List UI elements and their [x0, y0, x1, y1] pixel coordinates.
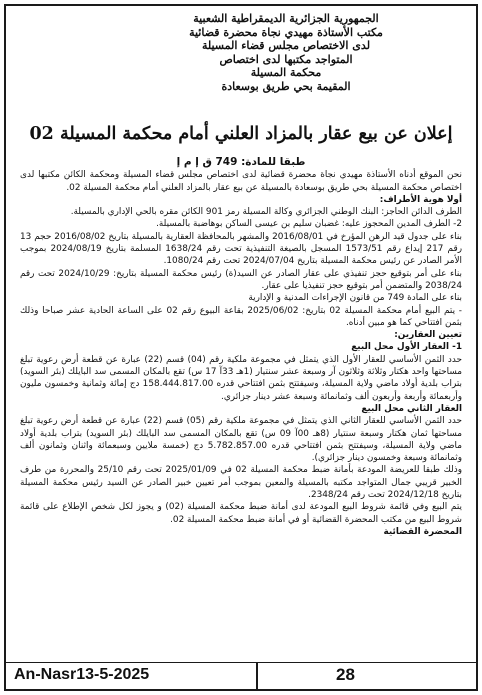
paragraph-intro: نحن الموقع أدناه الأستاذة مهيدي نجاة محضرة قضائية لدى اختصاص مجلس قضاء المسيلة ومحكمة الكائن مكتبها لدى اختصاص محكمة المسيلة بحي طريق بوسعادة بالمسيلة عن بيع عقار بالمزاد العلني أمام محكمة المسيلة 02.	[20, 170, 462, 193]
debtor-paragraph: 2- الطرف المدين المحجوز عليه: غضبان سليم بن عيسى الساكن بوهاضبة بالمسيلة.	[156, 219, 462, 230]
page-footer	[6, 662, 476, 689]
article-paragraph: بناء على المادة 749 من قانون الإجراءات المدنية و الإدارية	[248, 293, 462, 304]
creditor-paragraph: الطرف الدائن الحاجز: البنك الوطني الجزائري وكالة المسيلة رمز 901 الكائن مقره بالحي الإداري بالمسيلة.	[70, 207, 462, 218]
property-2-paragraph: حدد الثمن الأساسي للعقار الثاني الذي يتمثل في مجموعة ملكية رقم (05) قسم (22) عبارة عن قطعة أرض رعوية تبلغ مساحتها ثمان هكتار وسبعة سنتيار (8هـ 00آ 09 س) تقع بالمكان المسمى سد البايلك (بئر السويد) بتراب بلدية أولاد ماضي ولاية المسيلة، وسيفتتح بثمن افتتاحي قدره 5.782.857.00 دج (خمسة ملايين وسبعمائة واثنان وثمانون ألف وثمانمائة وسبعة وخمسون دينار جزائري).	[20, 416, 462, 464]
seizure-paragraph: بناء على أمر بتوقيع حجز تنفيذي على عقار الصادر عن السيد(ة) رئيس محكمة المسيلة بتاريخ: 2024/10/29 تحت رقم 2038/24 والمتضمن أمر بتوقيع حجز تنفيذيا على عقار.	[20, 268, 462, 291]
sale-date-paragraph: - يتم البيع أمام محكمة المسيلة 02 بتاريخ: 2025/06/02 بقاعة البيوع رقم 02 على الساعة الحادية عشر صباحا وذلك بثمن افتتاحي كما هو مبين أدناه.	[20, 305, 462, 328]
page-number: 28	[336, 665, 355, 684]
mortgage-paragraph: بناء على جدول قيد الرهن المؤرخ في 2016/08/01 والمشهر بالمحافظة العقارية بالمسيلة بتاريخ 2016/08/02 حجم 13 رقم 217 إيداع رقم 1573/51 المسجل بالصيغة التنفيذية تحت رقم 1638/24 المسلمة بتاريخ 2024/08/19 بموجب الأمر الصادر عن رئيس محكمة المسيلة بتاريخ 2024/07/04 تحت رقم 1080/24.	[20, 231, 462, 267]
parties-heading: أولا هوية الأطراف:	[379, 194, 462, 205]
header-line-6: المقيمة بحي طريق بوسعادة	[221, 79, 351, 93]
property-2-heading: العقار الثاني محل البيع	[361, 403, 462, 414]
header-line-3: لدى الاختصاص مجلس قضاء المسيلة	[201, 39, 371, 53]
header-line-2: مكتب الأستاذة مهيدي نجاة محضرة قضائية	[189, 25, 383, 39]
conditions-paragraph: يتم البيع وفي قائمة شروط البيع المودعة لدى أمانة ضبط محكمة المسيلة (02) و يجوز لكل شخص الإطلاع على قائمة شروط البيع من مكتب المحضرة القضائية أو في أمانة ضبط محكمة المسيلة 02.	[20, 502, 462, 525]
newspaper-page	[4, 4, 478, 691]
publication-name: An-Nasr13-5-2025	[14, 666, 150, 683]
header-line-5: محكمة المسيلة	[250, 66, 322, 80]
header-line-1: الجمهورية الجزائرية الديمقراطية الشعبية	[193, 12, 379, 25]
legal-reference: طبقا للمادة: 749 ق إ م إ	[176, 156, 306, 168]
footer-divider	[256, 663, 258, 689]
property-1-paragraph: حدد الثمن الأساسي للعقار الأول الذي يتمثل في مجموعة ملكية رقم (04) قسم (22) عبارة عن قطعة أرض رعوية تبلغ مساحتها واحد هكتار وثلاثة وثلاثون آر وسبعة عشر سنتيار (1هـ 33آ 17 س) تقع بالمكان المسمى سد البايلك (بئر السويد) بتراب بلدية أولاد ماضي ولاية المسيلة، وسيفتتح بثمن افتتاحي قدره 158.444.817.00 دج إمائة وثمانية وخمسون مليون وأربعمائة وأربعة وأربعون ألف وثمانمائة وسبعة عشر دينار جزائري.	[20, 354, 463, 402]
notice-title: إعلان عن بيع عقار بالمزاد العلني أمام محكمة المسيلة 02	[29, 124, 453, 144]
property-1-heading: 1- العقار الأول محل البيع	[351, 342, 462, 353]
signature-line: المحضرة القضائية	[383, 526, 462, 537]
notice-header	[106, 12, 466, 94]
notice-body	[20, 156, 462, 538]
expert-paragraph: وذلك طبقا للعريضة المودعة بأمانة ضبط محكمة المسيلة 02 في 2025/01/09 تحت رقم 25/10 والمحررة من طرف الخبير قريبي جمال المتواجد مكتبه بالمسيلة والمعين بموجب أمر تعيين خبير الصادر عن السيد رئيس محكمة المسيلة بتاريخ 2024/12/18 تحت رقم 2348/24.	[20, 465, 462, 501]
properties-heading: تعيين العقارين:	[394, 330, 462, 341]
header-line-4: المتواجد مكتبها لدى اختصاص	[219, 52, 353, 66]
